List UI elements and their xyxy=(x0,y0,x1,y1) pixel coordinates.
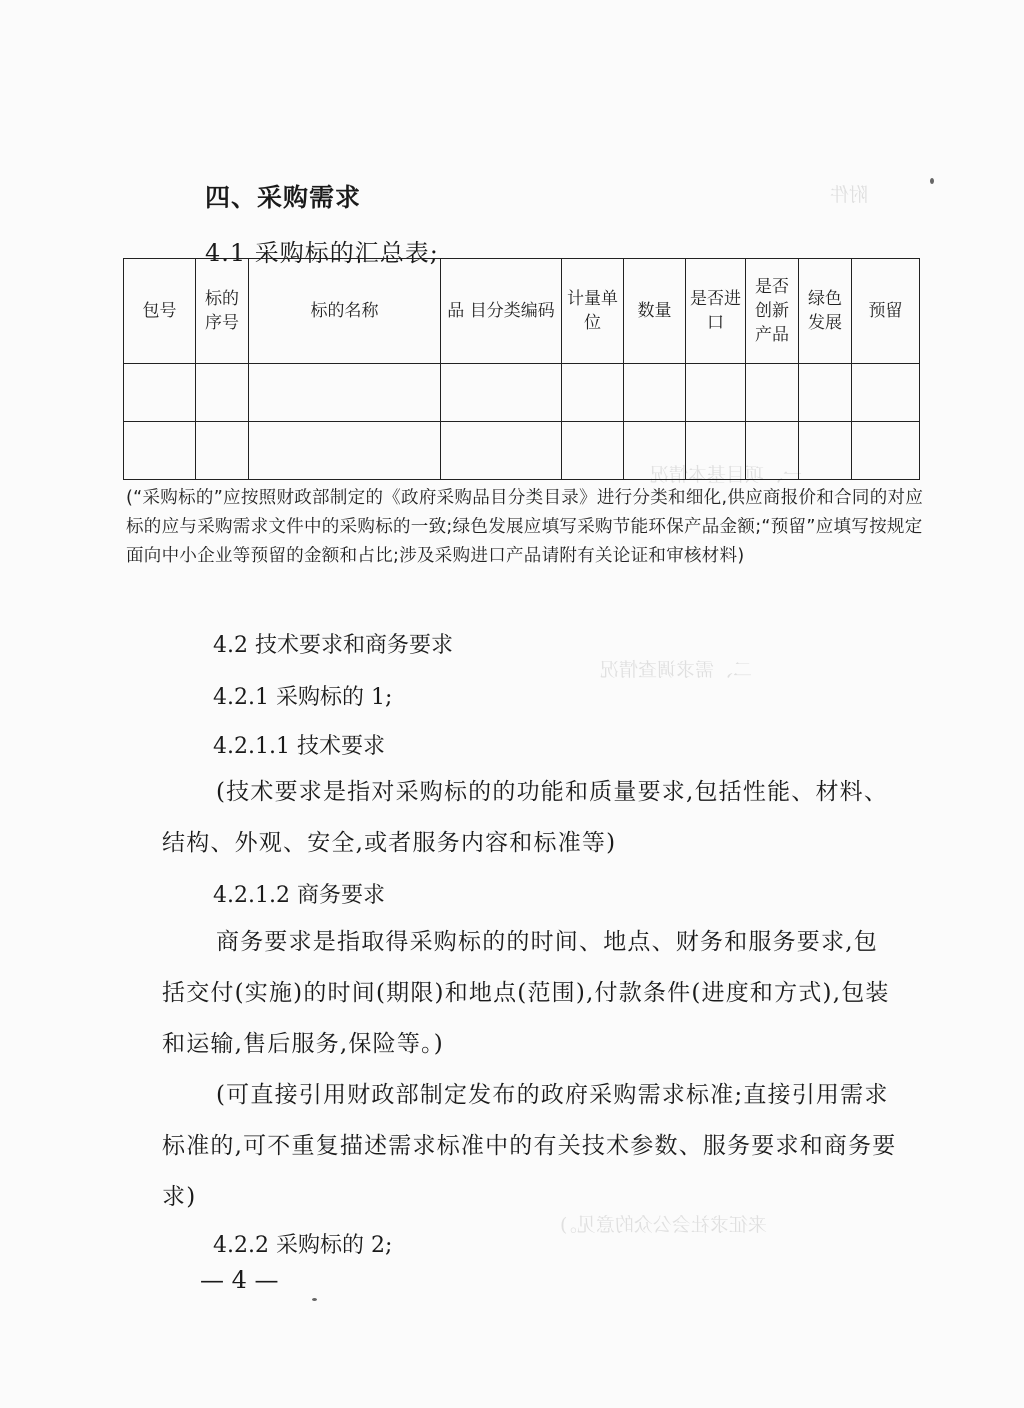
table-cell xyxy=(746,364,799,422)
table-cell xyxy=(249,422,441,480)
technical-requirements-paragraph: (技术要求是指对采购标的的功能和质量要求,包括性能、材料、结构、外观、安全,或者服务内容和标准等) xyxy=(162,779,889,856)
subsection-4-2-title: 4.2 技术要求和商务要求 xyxy=(213,633,453,658)
table-cell xyxy=(441,422,562,480)
subsection-4-2-1-title: 4.2.1 采购标的 1; xyxy=(213,685,393,710)
scan-speck xyxy=(312,1298,317,1301)
table-header-cell: 是否创新产品 xyxy=(746,259,799,364)
table-header-cell: 绿色发展 xyxy=(799,259,852,364)
table-cell xyxy=(124,422,196,480)
standards-reference-paragraph: (可直接引用财政部制定发布的政府采购需求标准;直接引用需求标准的,可不重复描述需求标准中的有关技术参数、服务要求和商务要求) xyxy=(162,1082,897,1210)
table-cell xyxy=(196,422,249,480)
table-header-cell: 计量单位 xyxy=(562,259,624,364)
table-header-cell: 是否进口 xyxy=(686,259,746,364)
table-cell xyxy=(852,364,920,422)
procurement-summary-table xyxy=(123,258,920,480)
table-cell xyxy=(441,364,562,422)
subsection-4-2-1-1-title: 4.2.1.1 技术要求 xyxy=(213,734,385,759)
subsection-4-2-1-2-title: 4.2.1.2 商务要求 xyxy=(213,883,385,908)
business-requirements-paragraph: 商务要求是指取得采购标的的时间、地点、财务和服务要求,包括交付(实施)的时间(期限)和地点(范围),付款条件(进度和方式),包装和运输,售后服务,保险等。) xyxy=(162,929,890,1057)
table-cell xyxy=(799,422,852,480)
table-header-cell: 品 目分类编码 xyxy=(441,259,562,364)
bleed-through-mark: 附件 xyxy=(830,184,869,206)
table-cell xyxy=(799,364,852,422)
table-header-cell: 数量 xyxy=(624,259,686,364)
table-header-cell: 标的序号 xyxy=(196,259,249,364)
table-cell xyxy=(124,364,196,422)
table-header-cell: 包号 xyxy=(124,259,196,364)
subsection-4-1-title: 4.1 采购标的汇总表; xyxy=(205,239,439,267)
page-number: — 4 — xyxy=(200,1266,279,1294)
table-cell xyxy=(686,422,746,480)
table-cell xyxy=(746,422,799,480)
table-row xyxy=(124,364,920,422)
table-header-cell: 预留 xyxy=(852,259,920,364)
bleed-through-mark: 来征求社会公众的意见。) xyxy=(560,1214,767,1236)
table-cell xyxy=(562,364,624,422)
table-cell xyxy=(852,422,920,480)
table-cell xyxy=(249,364,441,422)
table-header-cell: 标的名称 xyxy=(249,259,441,364)
subsection-4-2-2-title: 4.2.2 采购标的 2; xyxy=(213,1233,393,1258)
section-heading: 四、采购需求 xyxy=(205,183,362,212)
scan-speck xyxy=(930,178,934,184)
bleed-through-mark: 一、项目基本情况 xyxy=(650,464,803,486)
table-cell xyxy=(562,422,624,480)
bleed-through-mark: 二、需求调查情况 xyxy=(600,659,753,681)
table-cell xyxy=(196,364,249,422)
table-note: (“采购标的”应按照财政部制定的《政府采购品目分类目录》进行分类和细化,供应商报价和合同的对应标的应与采购需求文件中的采购标的一致;绿色发展应填写采购节能环保产品金额;“预留”应填写按规定面向中小企业等预留的金额和占比;涉及采购进口产品请附有关论证和审核材料) xyxy=(126,488,924,566)
table-header-row xyxy=(124,259,920,364)
table-row xyxy=(124,422,920,480)
table-cell xyxy=(624,422,686,480)
table-cell xyxy=(624,364,686,422)
table-cell xyxy=(686,364,746,422)
